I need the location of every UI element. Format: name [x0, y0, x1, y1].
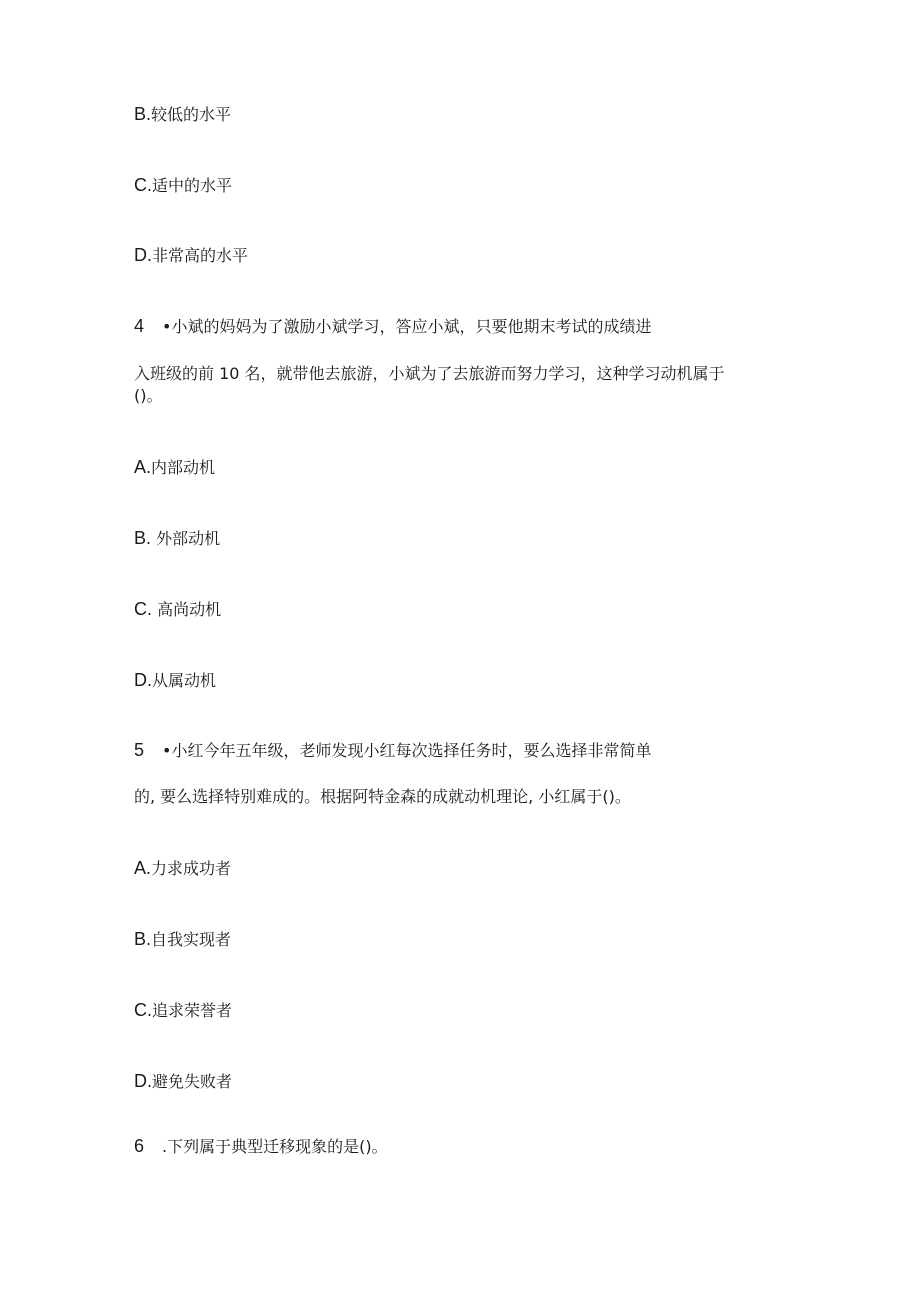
option-letter: D.	[134, 245, 152, 265]
option-q3-b	[134, 104, 231, 125]
option-letter: C.	[134, 1000, 152, 1020]
question-text: •小斌的妈妈为了激励小斌学习，答应小斌，只要他期末考试的成绩进	[162, 317, 652, 336]
option-letter: A.	[134, 858, 152, 878]
question-text: ()。	[134, 386, 163, 405]
option-text: 从属动机	[152, 671, 217, 690]
option-text: 力求成功者	[151, 859, 232, 878]
option-q4-b	[134, 528, 220, 549]
question-number: 6	[134, 1136, 145, 1156]
option-letter: A.	[134, 457, 152, 477]
question-4-line3	[134, 386, 163, 406]
question-text: .下列属于典型迁移现象的是()。	[162, 1137, 388, 1156]
option-q4-c	[134, 599, 221, 620]
option-q5-d	[134, 1071, 232, 1092]
option-q4-d	[134, 670, 216, 691]
question-5-line2	[134, 787, 631, 807]
option-q5-b	[134, 929, 231, 950]
option-text: 高尚动机	[152, 600, 222, 619]
option-q5-a	[134, 858, 231, 879]
question-number: 5	[134, 740, 145, 760]
option-letter: C.	[134, 175, 152, 195]
option-q5-c	[134, 1000, 232, 1021]
question-number: 4	[134, 316, 145, 336]
option-text: 避免失败者	[152, 1072, 233, 1091]
option-q4-a	[134, 457, 215, 478]
option-q3-d	[134, 245, 248, 266]
question-4-line1	[134, 316, 651, 337]
option-text: 内部动机	[151, 458, 216, 477]
option-text: 非常高的水平	[152, 246, 249, 265]
question-text: 入班级的前 10 名，就带他去旅游，小斌为了去旅游而努力学习，这种学习动机属于	[134, 364, 725, 383]
question-5-line1	[134, 740, 651, 761]
question-6-line1	[134, 1136, 388, 1157]
option-letter: B.	[134, 528, 152, 548]
option-letter: D.	[134, 670, 152, 690]
question-text: 的, 要么选择特别难成的。根据阿特金森的成就动机理论, 小红属于()。	[134, 787, 631, 806]
option-text: 外部动机	[151, 529, 221, 548]
option-text: 自我实现者	[151, 930, 232, 949]
option-text: 较低的水平	[151, 105, 232, 124]
option-q3-c	[134, 175, 232, 196]
option-text: 适中的水平	[152, 176, 233, 195]
option-letter: D.	[134, 1071, 152, 1091]
option-letter: C.	[134, 599, 152, 619]
question-text: •小红今年五年级，老师发现小红每次选择任务时，要么选择非常简单	[162, 741, 652, 760]
option-letter: B.	[134, 104, 152, 124]
option-letter: B.	[134, 929, 152, 949]
question-4-line2	[134, 364, 725, 384]
option-text: 追求荣誉者	[152, 1001, 233, 1020]
